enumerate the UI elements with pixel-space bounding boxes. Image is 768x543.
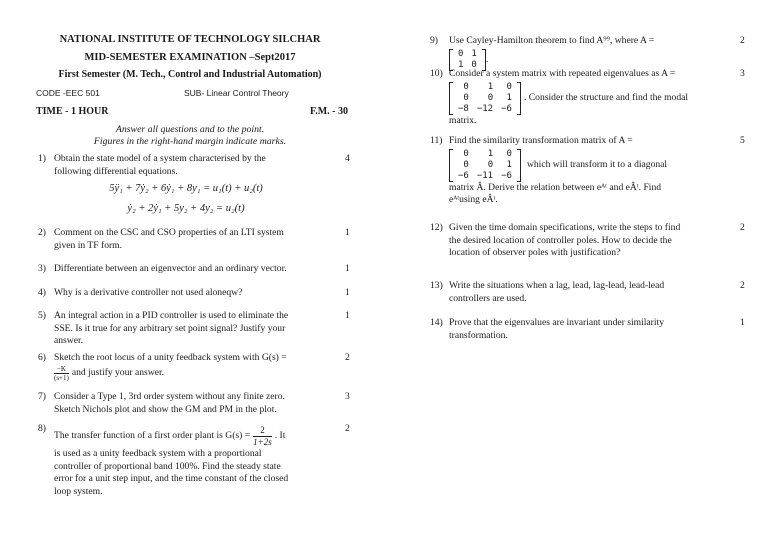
matrix-cell: 0 xyxy=(463,159,469,170)
matrix-cell: 0 xyxy=(487,92,494,103)
text-line: matrix Â. Derive the relation between eᴬᵗ and eÂᵗ. Find xyxy=(449,181,662,193)
matrix-cell: 1 xyxy=(506,159,512,170)
question-text xyxy=(54,391,285,416)
marks: 2 xyxy=(740,35,745,46)
text-line: transformation. xyxy=(449,329,508,341)
marks: 2 xyxy=(345,423,350,434)
matrix-cell: −12 xyxy=(476,103,494,114)
text-line: Sketch Nichols plot and show the GM and PM in the plot. xyxy=(54,403,277,415)
matrix-cell: −6 xyxy=(458,170,469,181)
question-text xyxy=(449,317,664,342)
question-number: 3) xyxy=(38,263,46,274)
matrix-a xyxy=(449,149,521,182)
equation-1: 5ÿ₁ + 7ẏ₂ + 6ẏ₁ + 8y₁ = u₁(t) + u₂(t) xyxy=(109,183,263,194)
question-text xyxy=(54,227,284,252)
instruction-2: Figures in the right-hand margin indicate marks. xyxy=(93,136,287,147)
text-line: The transfer function of a first order plant is G(s) = xyxy=(54,430,251,442)
text-line: Comment on the CSC and CSO properties of an LTI system xyxy=(54,227,284,238)
text-line: answer. xyxy=(54,335,84,347)
text-line: which will transform it to a diagonal xyxy=(526,158,668,170)
marks: 2 xyxy=(740,222,745,233)
text-line: error for a unit step input, and the time constant of the closed xyxy=(54,473,289,485)
text-line: . It xyxy=(274,430,286,442)
instruction-1: Answer all questions and to the point. xyxy=(115,124,265,135)
matrix-cell: 0 xyxy=(471,59,477,70)
text-line: Prove that the eigenvalues are invariant under similarity xyxy=(449,317,664,328)
text-line: Sketch the root locus of a unity feedback system with G(s) = xyxy=(54,352,287,363)
fraction-denominator: 1+2s xyxy=(253,437,272,447)
text-line: Consider a system matrix with repeated eigenvalues as A = xyxy=(449,68,676,79)
matrix-cell: 1 xyxy=(487,148,494,159)
exam-duration: TIME - 1 HOUR xyxy=(36,106,109,117)
marks: 1 xyxy=(345,287,350,298)
exam-title: MID-SEMESTER EXAMINATION –Sept2017 xyxy=(84,52,296,63)
question-text: Why is a derivative controller not used aloneqw? xyxy=(54,287,243,298)
matrix-a xyxy=(449,82,521,115)
question-text xyxy=(54,423,288,498)
matrix-cell: 0 xyxy=(506,81,512,92)
text-line: Given the time domain specifications, write the steps to find xyxy=(449,222,681,233)
text-line: controllers are used. xyxy=(449,292,527,304)
question-text: Consider a system matrix with repeated eigenvalues as A = 0 1 0 0 0 1 −8 −12 −6 . Consider the structure and find the modal matrix. xyxy=(449,68,689,126)
question-number: 13) xyxy=(430,280,443,291)
matrix-cell: −11 xyxy=(476,170,494,181)
text-line: controller of proportional band 100%. Find the steady state xyxy=(54,460,281,472)
fraction-numerator: 2 xyxy=(253,425,272,437)
text-line: eᴬᵗusing eÂᵗ. xyxy=(449,194,498,206)
fraction xyxy=(253,425,272,448)
text-line: is used as a unity feedback system with a proportional xyxy=(54,448,262,459)
marks: 1 xyxy=(345,310,350,321)
subject-name: SUB- Linear Control Theory xyxy=(184,88,289,98)
text-line: Find the similarity transformation matrix of A = xyxy=(449,135,633,146)
text-line: SSE. Is it true for any arbitrary set point signal? Justify your xyxy=(54,322,286,334)
full-marks: F.M. - 30 xyxy=(310,106,348,117)
question-number: 6) xyxy=(38,352,46,363)
question-number: 11) xyxy=(430,135,443,146)
marks: 1 xyxy=(740,317,745,328)
marks: 1 xyxy=(345,227,350,238)
matrix-cell: 1 xyxy=(506,92,512,103)
equation-2: ẏ₂ + 2ẏ₁ + 5y₂ + 4y₂ = u₂(t) xyxy=(127,203,245,214)
matrix-cell: −6 xyxy=(501,103,512,114)
marks: 2 xyxy=(740,280,745,291)
question-number: 8) xyxy=(38,423,46,434)
question-text xyxy=(449,280,664,305)
matrix-cell: 0 xyxy=(463,148,469,159)
text-line: Obtain the state model of a system characterised by the xyxy=(54,153,266,164)
question-text xyxy=(449,222,680,260)
text-line: An integral action in a PID controller is used to eliminate the xyxy=(54,310,289,321)
text-line: Use Cayley-Hamilton theorem to find A⁹⁹, where A = xyxy=(449,35,655,46)
question-text xyxy=(449,135,667,207)
text-line: matrix. xyxy=(449,114,477,126)
text-line: Consider the structure and find the modal xyxy=(528,91,689,103)
text-line: and justify your answer. xyxy=(71,366,165,378)
question-number: 7) xyxy=(38,391,46,402)
matrix-cell: 1 xyxy=(471,48,477,59)
question-text xyxy=(54,352,287,382)
question-number: 12) xyxy=(430,222,443,233)
question-number: 1) xyxy=(38,153,46,164)
question-text: Differentiate between an eigenvector and an ordinary vector. xyxy=(54,263,287,274)
text-line: following differential equations. xyxy=(54,165,178,177)
text-line: loop system. xyxy=(54,485,103,497)
text-line: location of observer poles with justification? xyxy=(449,247,621,259)
text-line: Write the situations when a lag, lead, lag-lead, lead-lead xyxy=(449,280,665,291)
question-text xyxy=(54,153,266,178)
text-line: given in TF form. xyxy=(54,239,123,251)
question-text xyxy=(54,310,288,348)
text-line: the desired location of controller poles. How to decide the xyxy=(449,234,672,246)
institute-name: NATIONAL INSTITUTE OF TECHNOLOGY SILCHAR xyxy=(59,34,321,45)
course-code: CODE -EEC 501 xyxy=(36,88,100,98)
question-number: 10) xyxy=(430,68,443,79)
question-text: Use Cayley-Hamilton theorem to find A⁹⁹, where A = 0 1 1 0 . xyxy=(449,35,655,70)
marks: 2 xyxy=(345,352,350,363)
question-number: 2) xyxy=(38,227,46,238)
semester-line: First Semester (M. Tech., Control and Industrial Automation) xyxy=(58,69,322,80)
fraction-denominator: (s+1) xyxy=(54,373,69,382)
matrix-cell: 0 xyxy=(487,159,494,170)
matrix-cell: −6 xyxy=(501,170,512,181)
matrix-cell: 0 xyxy=(463,81,469,92)
question-number: 9) xyxy=(430,35,438,46)
marks: 4 xyxy=(345,153,350,164)
question-number: 4) xyxy=(38,287,46,298)
marks: 3 xyxy=(345,391,350,402)
matrix-cell: 1 xyxy=(487,81,494,92)
matrix-cell: −8 xyxy=(458,103,469,114)
matrix-cell: 1 xyxy=(458,59,464,70)
question-number: 5) xyxy=(38,310,46,321)
fraction xyxy=(54,365,69,382)
question-number: 14) xyxy=(430,317,443,328)
matrix-cell: 0 xyxy=(463,92,469,103)
marks: 3 xyxy=(740,68,745,79)
marks: 5 xyxy=(740,135,745,146)
matrix-cell: 0 xyxy=(458,48,464,59)
text-line: Consider a Type 1, 3rd order system without any finite zero. xyxy=(54,391,285,402)
marks: 1 xyxy=(345,263,350,274)
fraction-numerator: −K xyxy=(54,365,69,374)
matrix-cell: 0 xyxy=(506,148,512,159)
